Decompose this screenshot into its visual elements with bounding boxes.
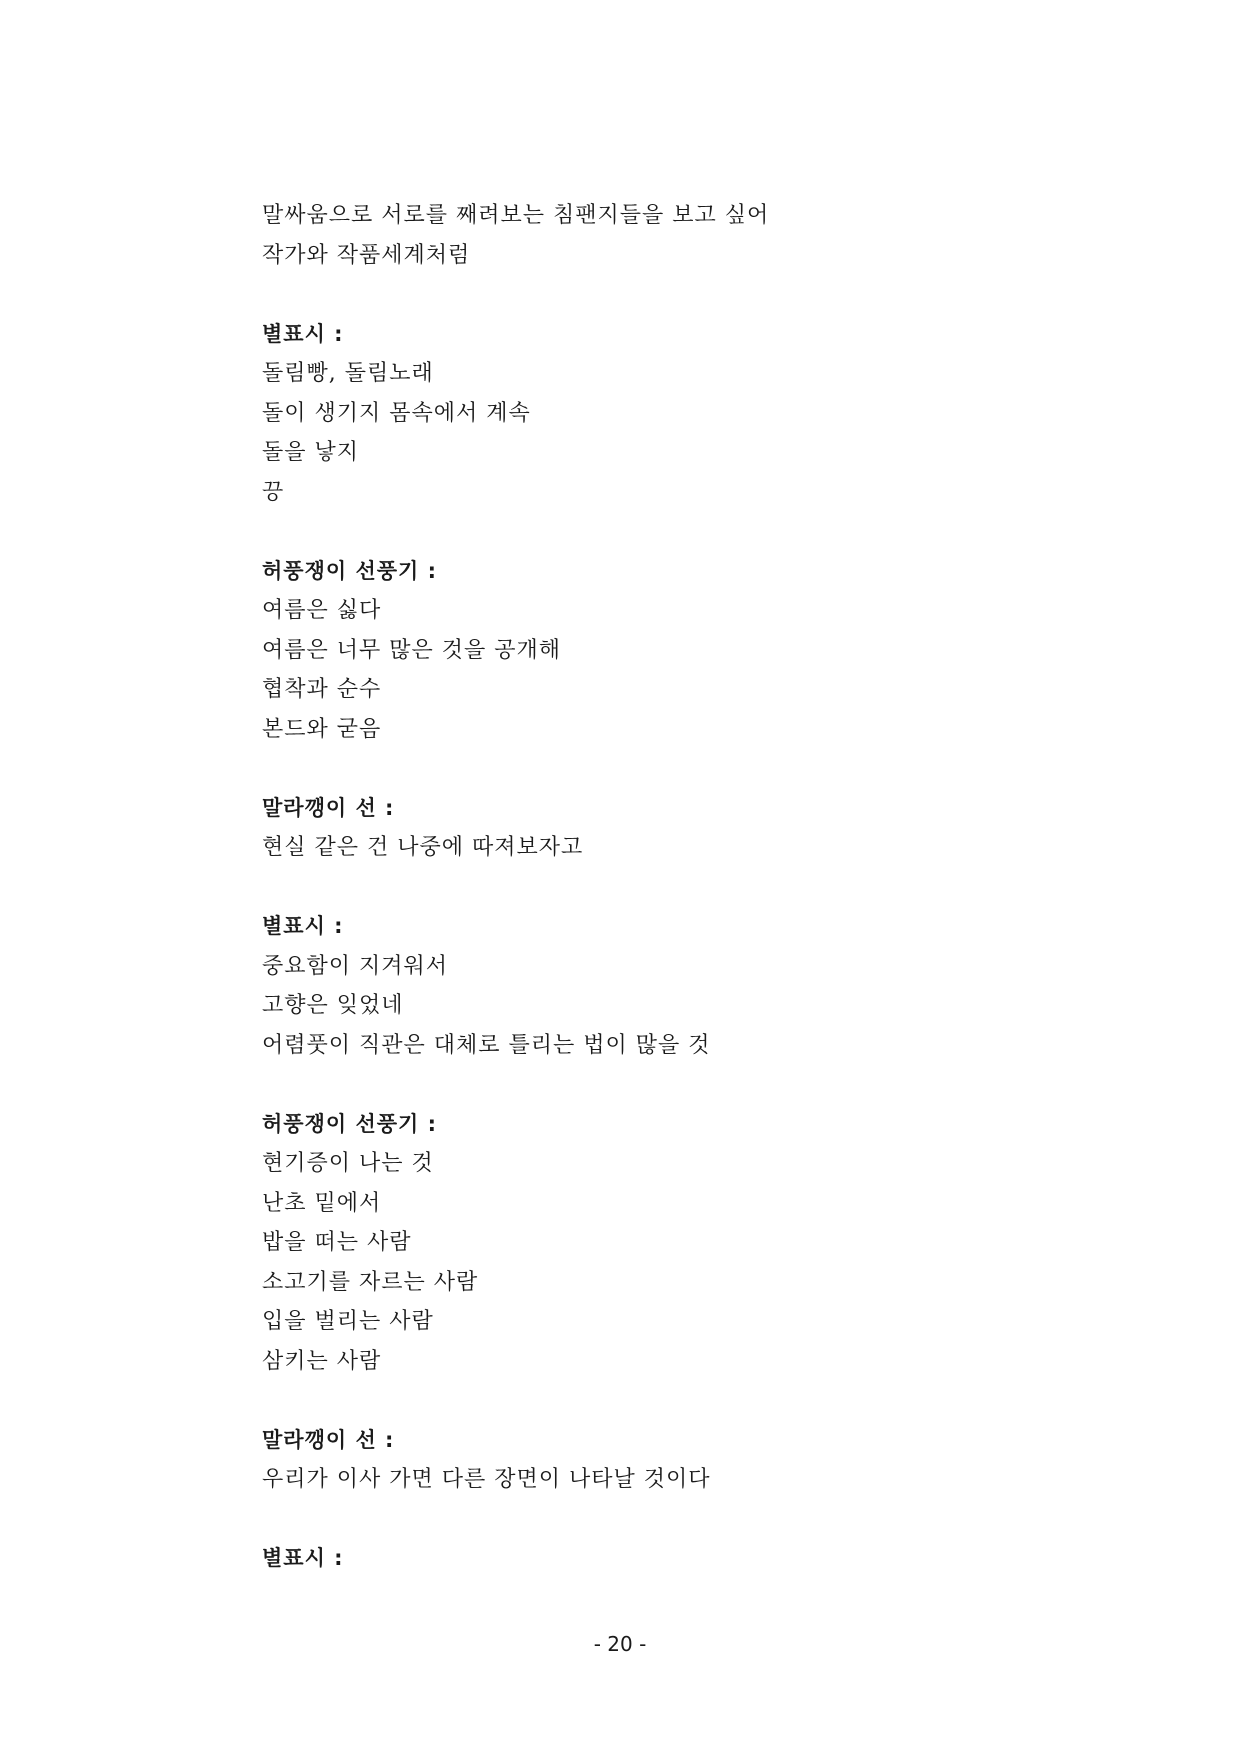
text-line: 현기증이 나는 것 (262, 1151, 434, 1176)
text-line: 여름은 너무 많은 것을 공개해 (262, 637, 561, 663)
dialogue-block (262, 1105, 1022, 1382)
speaker-label: 말라깽이 선 : (262, 1427, 395, 1452)
text-line: 중요함이 지겨워서 (262, 953, 449, 979)
script-body (262, 196, 1022, 1579)
text-line: 현실 같은 건 나중에 따져보자고 (262, 835, 584, 860)
text-line: 입을 벌리는 사람 (262, 1309, 434, 1334)
speaker-label: 허풍쟁이 선풍기 : (262, 558, 438, 583)
text-line: 말싸움으로 서로를 째려보는 침팬지들을 보고 싶어 (262, 203, 770, 228)
speaker-label: 별표시 : (262, 914, 344, 938)
dialogue-block (262, 315, 1022, 513)
text-line: 끙 (262, 479, 285, 505)
dialogue-block (262, 1421, 1022, 1500)
text-line: 작가와 작품세계처럼 (262, 242, 471, 268)
text-line: 여름은 싫다 (262, 598, 382, 623)
speaker-label: 허풍쟁이 선풍기 : (262, 1111, 438, 1136)
speaker-label: 별표시 : (262, 1546, 344, 1570)
text-line: 난초 밑에서 (262, 1190, 382, 1216)
text-line: 본드와 굳음 (262, 716, 382, 742)
dialogue-block (262, 789, 1022, 868)
dialogue-block (262, 552, 1022, 750)
text-line: 돌림빵, 돌림노래 (262, 361, 434, 386)
text-line: 돌이 생기지 몸속에서 계속 (262, 400, 531, 426)
dialogue-block (262, 907, 1022, 1065)
text-line: 밥을 떠는 사람 (262, 1230, 412, 1255)
speaker-label: 말라깽이 선 : (262, 795, 395, 820)
text-line: 우리가 이사 가면 다른 장면이 나타날 것이다 (262, 1467, 711, 1492)
dialogue-block (262, 1539, 1022, 1579)
narration-block (262, 196, 1022, 275)
text-line: 고향은 잊었네 (262, 993, 404, 1018)
text-line: 협착과 순수 (262, 677, 382, 702)
text-line: 소고기를 자르는 사람 (262, 1269, 479, 1295)
page-number: - 20 - (593, 1632, 647, 1656)
text-line: 삼키는 사람 (262, 1348, 382, 1374)
speaker-label: 별표시 : (262, 321, 344, 346)
text-line: 돌을 낳지 (262, 440, 360, 465)
text-line: 어렴풋이 직관은 대체로 틀리는 법이 많을 것 (262, 1032, 711, 1058)
